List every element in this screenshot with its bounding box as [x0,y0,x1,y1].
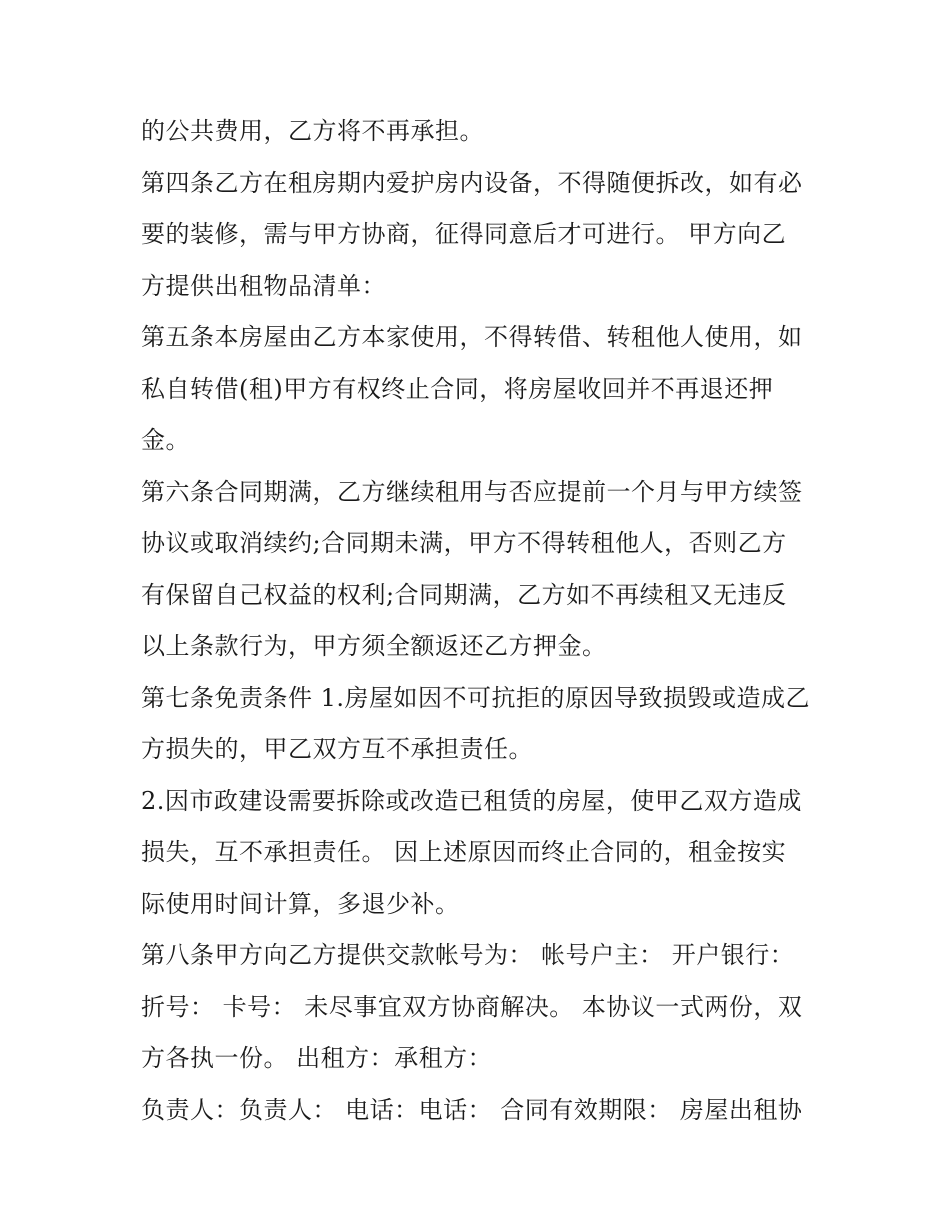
text-line: 折号： 卡号： 未尽事宜双方协商解决。 本协议一式两份，双 [141,992,803,1021]
text-line: 损失，互不承担责任。 因上述原因而终止合同的，租金按实 [141,838,787,866]
text-line: 负责人：负责人： 电话：电话： 合同有效期限： 房屋出租协 [141,1095,803,1124]
text-line: 第五条本房屋由乙方本家使用，不得转借、转租他人使用，如 [141,323,803,351]
text-line: 第四条乙方在租房期内爱护房内设备，不得随便拆改，如有必 [141,168,803,197]
text-line: 2.因市政建设需要拆除或改造已租赁的房屋，使甲乙双方造成 [141,786,802,815]
text-line: 第六条合同期满，乙方继续租用与否应提前一个月与甲方续签 [141,477,803,506]
contract-text-body [141,106,821,1136]
text-line: 协议或取消续约;合同期未满，甲方不得转租他人，否则乙方 [141,529,787,557]
text-line: 要的装修，需与甲方协商，征得同意后才可进行。 甲方向乙 [141,220,787,248]
text-line: 私自转借(租)甲方有权终止合同，将房屋收回并不再退还押 [141,374,774,403]
text-line: 第八条甲方向乙方提供交款帐号为： 帐号户主： 开户银行： [141,941,795,969]
text-line: 的公共费用，乙方将不再承担。 [141,117,484,145]
text-line: 方各执一份。 出租方：承租方： [141,1044,493,1072]
text-line: 有保留自己权益的权利;合同期满，乙方如不再续租又无违反 [141,580,787,609]
text-line: 金。 [141,426,190,454]
text-line: 第七条免责条件 1.房屋如因不可抗拒的原因导致损毁或造成乙 [141,683,811,712]
text-line: 方损失的，甲乙双方互不承担责任。 [141,735,533,763]
text-line: 方提供出租物品清单： [141,271,386,300]
text-line: 际使用时间计算，多退少补。 [141,889,460,918]
text-line: 以上条款行为，甲方须全额返还乙方押金。 [141,632,607,660]
